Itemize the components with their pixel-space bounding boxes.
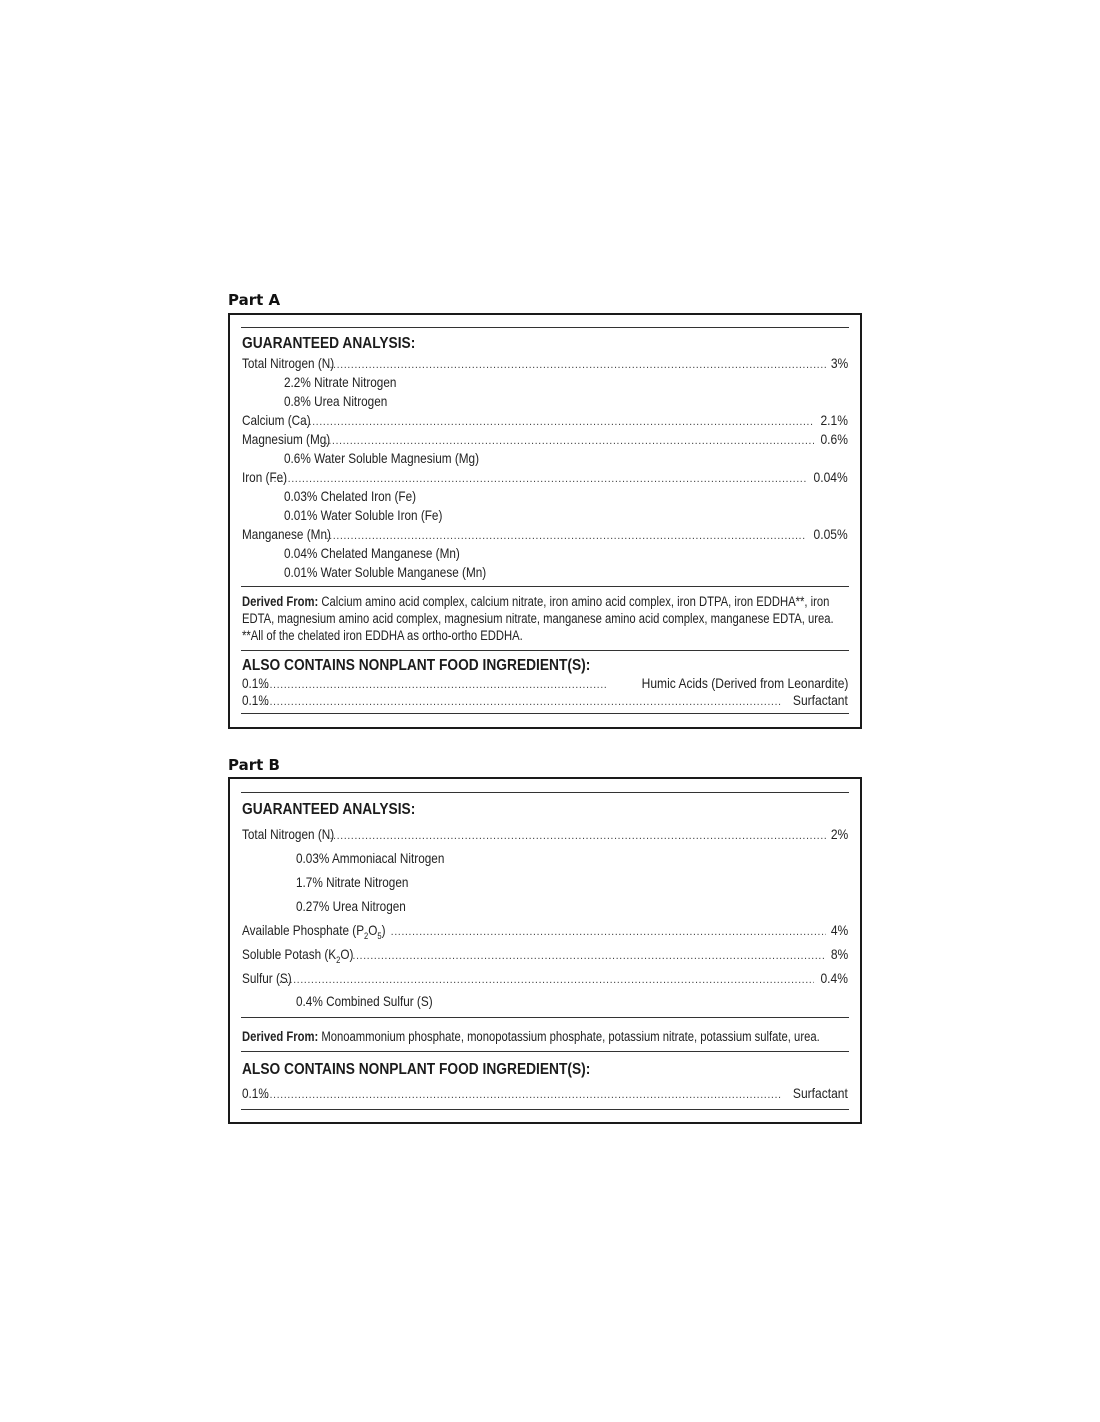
ingredient-name: Surfactant [793,692,848,708]
dot-leader [279,974,814,986]
sub-item-chelated-manganese: 0.04% Chelated Manganese (Mn) [284,545,460,561]
guaranteed-analysis-heading: GUARANTEED ANALYSIS: [242,335,416,352]
nutrient-row-sulfur [242,970,848,988]
nutrient-value: 2% [830,826,848,842]
sub-item-nitrate-nitrogen: 2.2% Nitrate Nitrogen [284,374,397,390]
sub-item-ammoniacal-nitrogen: 0.03% Ammoniacal Nitrogen [296,850,445,866]
ingredient-percent: 0.1% [242,1085,269,1101]
nutrient-label: Iron (Fe) [242,469,288,485]
nutrient-row-soluble-potash [242,946,848,964]
nutrient-label: Total Nitrogen (N) [242,826,335,842]
nutrient-row-calcium [242,412,848,430]
sub-item-urea-nitrogen: 0.27% Urea Nitrogen [296,898,406,914]
also-contains-heading: ALSO CONTAINS NONPLANT FOOD INGREDIENT(S): [242,1061,591,1078]
nutrient-label: Available Phosphate $(P_2O_5)$ [242,922,386,941]
derived-from-ingredients: Monoammonium phosphate, monopotassium phosphate, potassium nitrate, potassium sulfate, urea. [318,1029,820,1044]
divider [241,327,849,328]
dot-leader [273,473,806,485]
dot-leader [326,530,807,542]
nutrient-label: Manganese (Mn) [242,526,331,542]
dot-leader [329,359,825,371]
nutrient-label: Total Nitrogen (N) [242,355,335,371]
ingredient-name: Humic Acids (Derived from Leonardite) [641,675,848,691]
ingredient-row-humic-acids [242,675,848,693]
divider [241,1051,849,1052]
sub-item-chelated-iron: 0.03% Chelated Iron (Fe) [284,488,417,504]
nutrient-row-manganese [242,526,848,544]
ingredient-row-surfactant [242,692,848,710]
nutrient-value: 8% [830,946,848,962]
derived-from-text [242,1028,847,1045]
also-contains-heading: ALSO CONTAINS NONPLANT FOOD INGREDIENT(S): [242,657,591,674]
sub-item-ws-magnesium: 0.6% Water Soluble Magnesium (Mg) [284,450,479,466]
dot-leader [252,679,606,691]
nutrient-value: 4% [830,922,848,938]
divider [241,1109,849,1110]
sub-item-nitrate-nitrogen: 1.7% Nitrate Nitrogen [296,874,409,890]
dot-leader [301,416,814,428]
dot-leader [252,1089,782,1101]
nutrient-row-total-nitrogen [242,355,848,373]
nutrient-value: 0.6% [820,431,848,447]
part-a-label: Part A [228,291,281,309]
divider [241,713,849,714]
dot-leader [391,926,826,938]
derived-from-text [242,593,847,644]
nutrient-row-available-phosphate [242,922,848,940]
dot-leader [329,830,825,842]
nutrient-value: 0.4% [820,970,848,986]
derived-from-label: Derived From: [242,1029,319,1044]
divider [241,586,849,587]
ingredient-percent: 0.1% [242,692,269,708]
sub-item-urea-nitrogen: 0.8% Urea Nitrogen [284,393,388,409]
nutrient-value: 3% [830,355,848,371]
dot-leader [252,696,782,708]
guaranteed-analysis-heading: GUARANTEED ANALYSIS: [242,801,416,818]
nutrient-label: Sulfur (S) [242,970,292,986]
nutrient-value: 0.04% [813,469,848,485]
nutrient-value: 2.1% [820,412,848,428]
sub-item-combined-sulfur: 0.4% Combined Sulfur (S) [296,993,433,1009]
part-a-label-panel [228,313,862,729]
sub-item-ws-iron: 0.01% Water Soluble Iron (Fe) [284,507,443,523]
divider [241,792,849,793]
part-b-label: Part B [228,756,280,774]
divider [241,1017,849,1018]
derived-from-ingredients: Calcium amino acid complex, calcium nitrate, iron amino acid complex, iron DTPA, iron EDDHA**, iron EDTA, magnesium amino acid complex, magnesium nitrate, manganese amino acid complex, manganese EDTA, urea. [242,594,834,626]
divider [241,650,849,651]
dot-leader [352,950,825,962]
nutrient-row-iron [242,469,848,487]
part-b-label-panel [228,777,862,1124]
derived-from-label: Derived From: [242,594,319,609]
ingredient-row-surfactant [242,1085,848,1103]
nutrient-label: Calcium (Ca) [242,412,311,428]
nutrient-label: Magnesium (Mg) [242,431,331,447]
ingredient-name: Surfactant [793,1085,848,1101]
dot-leader [325,435,814,447]
nutrient-label: Soluble Potash $(K_2O)$ [242,946,354,965]
nutrient-row-magnesium [242,431,848,449]
derived-footnote: **All of the chelated iron EDDHA as ortho-ortho EDDHA. [242,628,523,643]
nutrient-value: 0.05% [813,526,848,542]
ingredient-percent: 0.1% [242,675,269,691]
sub-item-ws-manganese: 0.01% Water Soluble Manganese (Mn) [284,564,487,580]
nutrient-row-total-nitrogen [242,826,848,844]
